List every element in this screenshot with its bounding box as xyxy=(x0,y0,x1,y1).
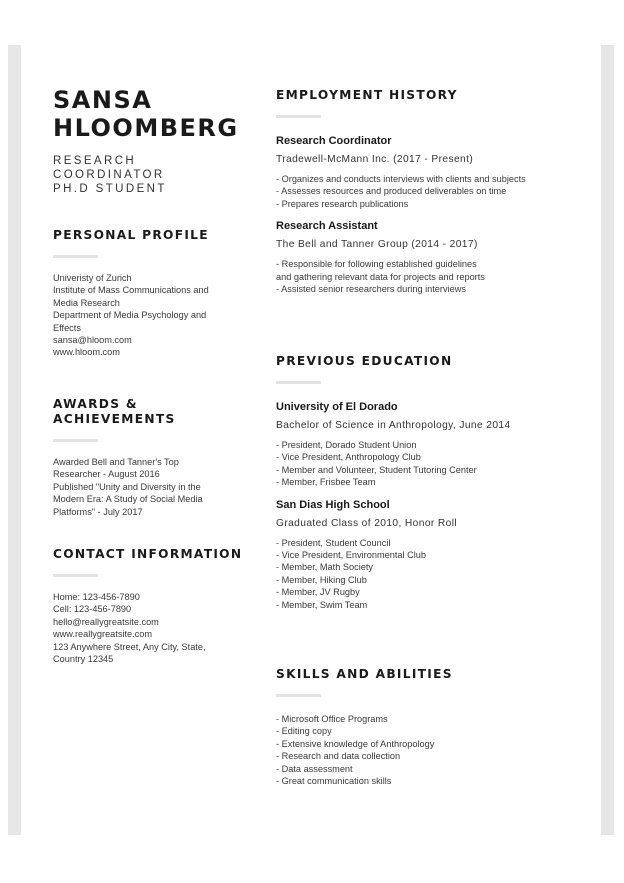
school-bullet: - Member and Volunteer, Student Tutoring Center xyxy=(276,464,477,475)
left-decorative-bar xyxy=(8,45,21,835)
school-bullet: - Vice President, Anthropology Club xyxy=(276,452,421,463)
job-entry xyxy=(276,134,576,210)
employment-section xyxy=(276,88,576,295)
school-name: University of El Dorado xyxy=(276,401,398,413)
personal-profile-section xyxy=(53,228,253,359)
skill-item: - Research and data collection xyxy=(276,751,401,762)
contact-website: www.reallygreatsite.com xyxy=(53,629,153,640)
section-divider xyxy=(276,694,321,697)
school-bullet: - President, Dorado Student Union xyxy=(276,440,417,450)
award-line: Published "Unity and Diversity in the xyxy=(53,481,201,492)
personal-profile-title: PERSONAL PROFILE xyxy=(53,228,209,242)
section-divider xyxy=(53,439,98,442)
school-name: San Dias High School xyxy=(276,498,390,511)
contact-home-phone: Home: 123-456-7890 xyxy=(53,592,140,602)
school-entry xyxy=(276,400,576,489)
job-bullet: and gathering relevant data for projects and reports xyxy=(276,271,485,282)
contact-address-line: Country 12345 xyxy=(53,654,114,665)
award-line: Researcher - August 2016 xyxy=(53,469,160,480)
profile-line: Department of Media Psychology and xyxy=(53,310,207,321)
first-name: SANSA xyxy=(53,86,153,114)
section-divider xyxy=(276,381,321,384)
award-line: Modern Era: A Study of Social Media xyxy=(53,494,203,505)
skill-item: - Editing copy xyxy=(276,726,332,737)
job-bullet: - Responsible for following established guidelines xyxy=(276,259,477,270)
school-bullet: - Member, Hiking Club xyxy=(276,574,367,585)
last-name: HLOOMBERG xyxy=(53,114,239,142)
job-company: Tradewell-McMann Inc. (2017 - Present) xyxy=(276,154,474,165)
awards-section xyxy=(53,397,253,518)
school-bullet: - Vice President, Environmental Club xyxy=(276,550,426,561)
skill-item: - Great communication skills xyxy=(276,776,392,787)
role-line-1: RESEARCH COORDINATOR xyxy=(53,155,165,181)
profile-line: Media Research xyxy=(53,297,120,308)
contact-section xyxy=(53,547,253,665)
school-bullet: - Member, Swim Team xyxy=(276,599,368,610)
job-bullet: - Assisted senior researchers during interviews xyxy=(276,284,466,295)
profile-line: Effects xyxy=(53,322,81,333)
skill-item: - Extensive knowledge of Anthropology xyxy=(276,738,435,749)
profile-line: Institute of Mass Communications and xyxy=(53,285,209,296)
section-divider xyxy=(276,115,321,118)
right-decorative-bar xyxy=(601,45,614,835)
job-position: Research Assistant xyxy=(276,220,378,233)
profile-line: Univeristy of Zurich xyxy=(53,273,132,283)
school-degree: Bachelor of Science in Anthropology, June 2014 xyxy=(276,420,511,431)
school-bullet: - Member, Math Society xyxy=(276,562,374,573)
school-bullet: - President, Student Council xyxy=(276,537,391,548)
job-bullet: - Prepares research publications xyxy=(276,198,409,209)
role-line-2: PH.D STUDENT xyxy=(53,183,167,195)
section-divider xyxy=(53,574,98,577)
section-divider xyxy=(53,255,98,258)
skill-item: - Data assessment xyxy=(276,763,353,774)
profile-website: www.hloom.com xyxy=(53,347,120,358)
school-bullet: - Member, Frisbee Team xyxy=(276,477,376,488)
job-position: Research Coordinator xyxy=(276,135,392,147)
job-bullet: - Assesses resources and produced deliverables on time xyxy=(276,186,507,197)
job-bullet: - Organizes and conducts interviews with clients and subjects xyxy=(276,174,526,184)
contact-address-line: 123 Anywhere Street, Any City, State, xyxy=(53,641,206,652)
skills-section xyxy=(276,667,576,787)
award-line: Platforms" - July 2017 xyxy=(53,506,143,517)
job-entry xyxy=(276,219,576,295)
skills-title: SKILLS AND ABILITIES xyxy=(276,667,453,681)
left-column xyxy=(53,86,253,665)
employment-title: EMPLOYMENT HISTORY xyxy=(276,88,458,102)
contact-email: hello@reallygreatsite.com xyxy=(53,616,159,627)
awards-title-line-1: AWARDS & xyxy=(53,397,138,411)
school-entry xyxy=(276,498,576,611)
education-title: PREVIOUS EDUCATION xyxy=(276,354,453,368)
contact-cell-phone: Cell: 123-456-7890 xyxy=(53,604,132,615)
skill-item: - Microsoft Office Programs xyxy=(276,714,388,724)
contact-title: CONTACT INFORMATION xyxy=(53,547,243,561)
awards-title-line-2: ACHIEVEMENTS xyxy=(53,412,176,426)
education-section xyxy=(276,354,576,611)
resume-header xyxy=(53,86,253,196)
profile-email: sansa@hloom.com xyxy=(53,335,132,346)
job-company: The Bell and Tanner Group (2014 - 2017) xyxy=(276,239,478,251)
award-line: Awarded Bell and Tanner's Top xyxy=(53,457,179,467)
school-degree: Graduated Class of 2010, Honor Roll xyxy=(276,517,458,529)
school-bullet: - Member, JV Rugby xyxy=(276,587,360,598)
